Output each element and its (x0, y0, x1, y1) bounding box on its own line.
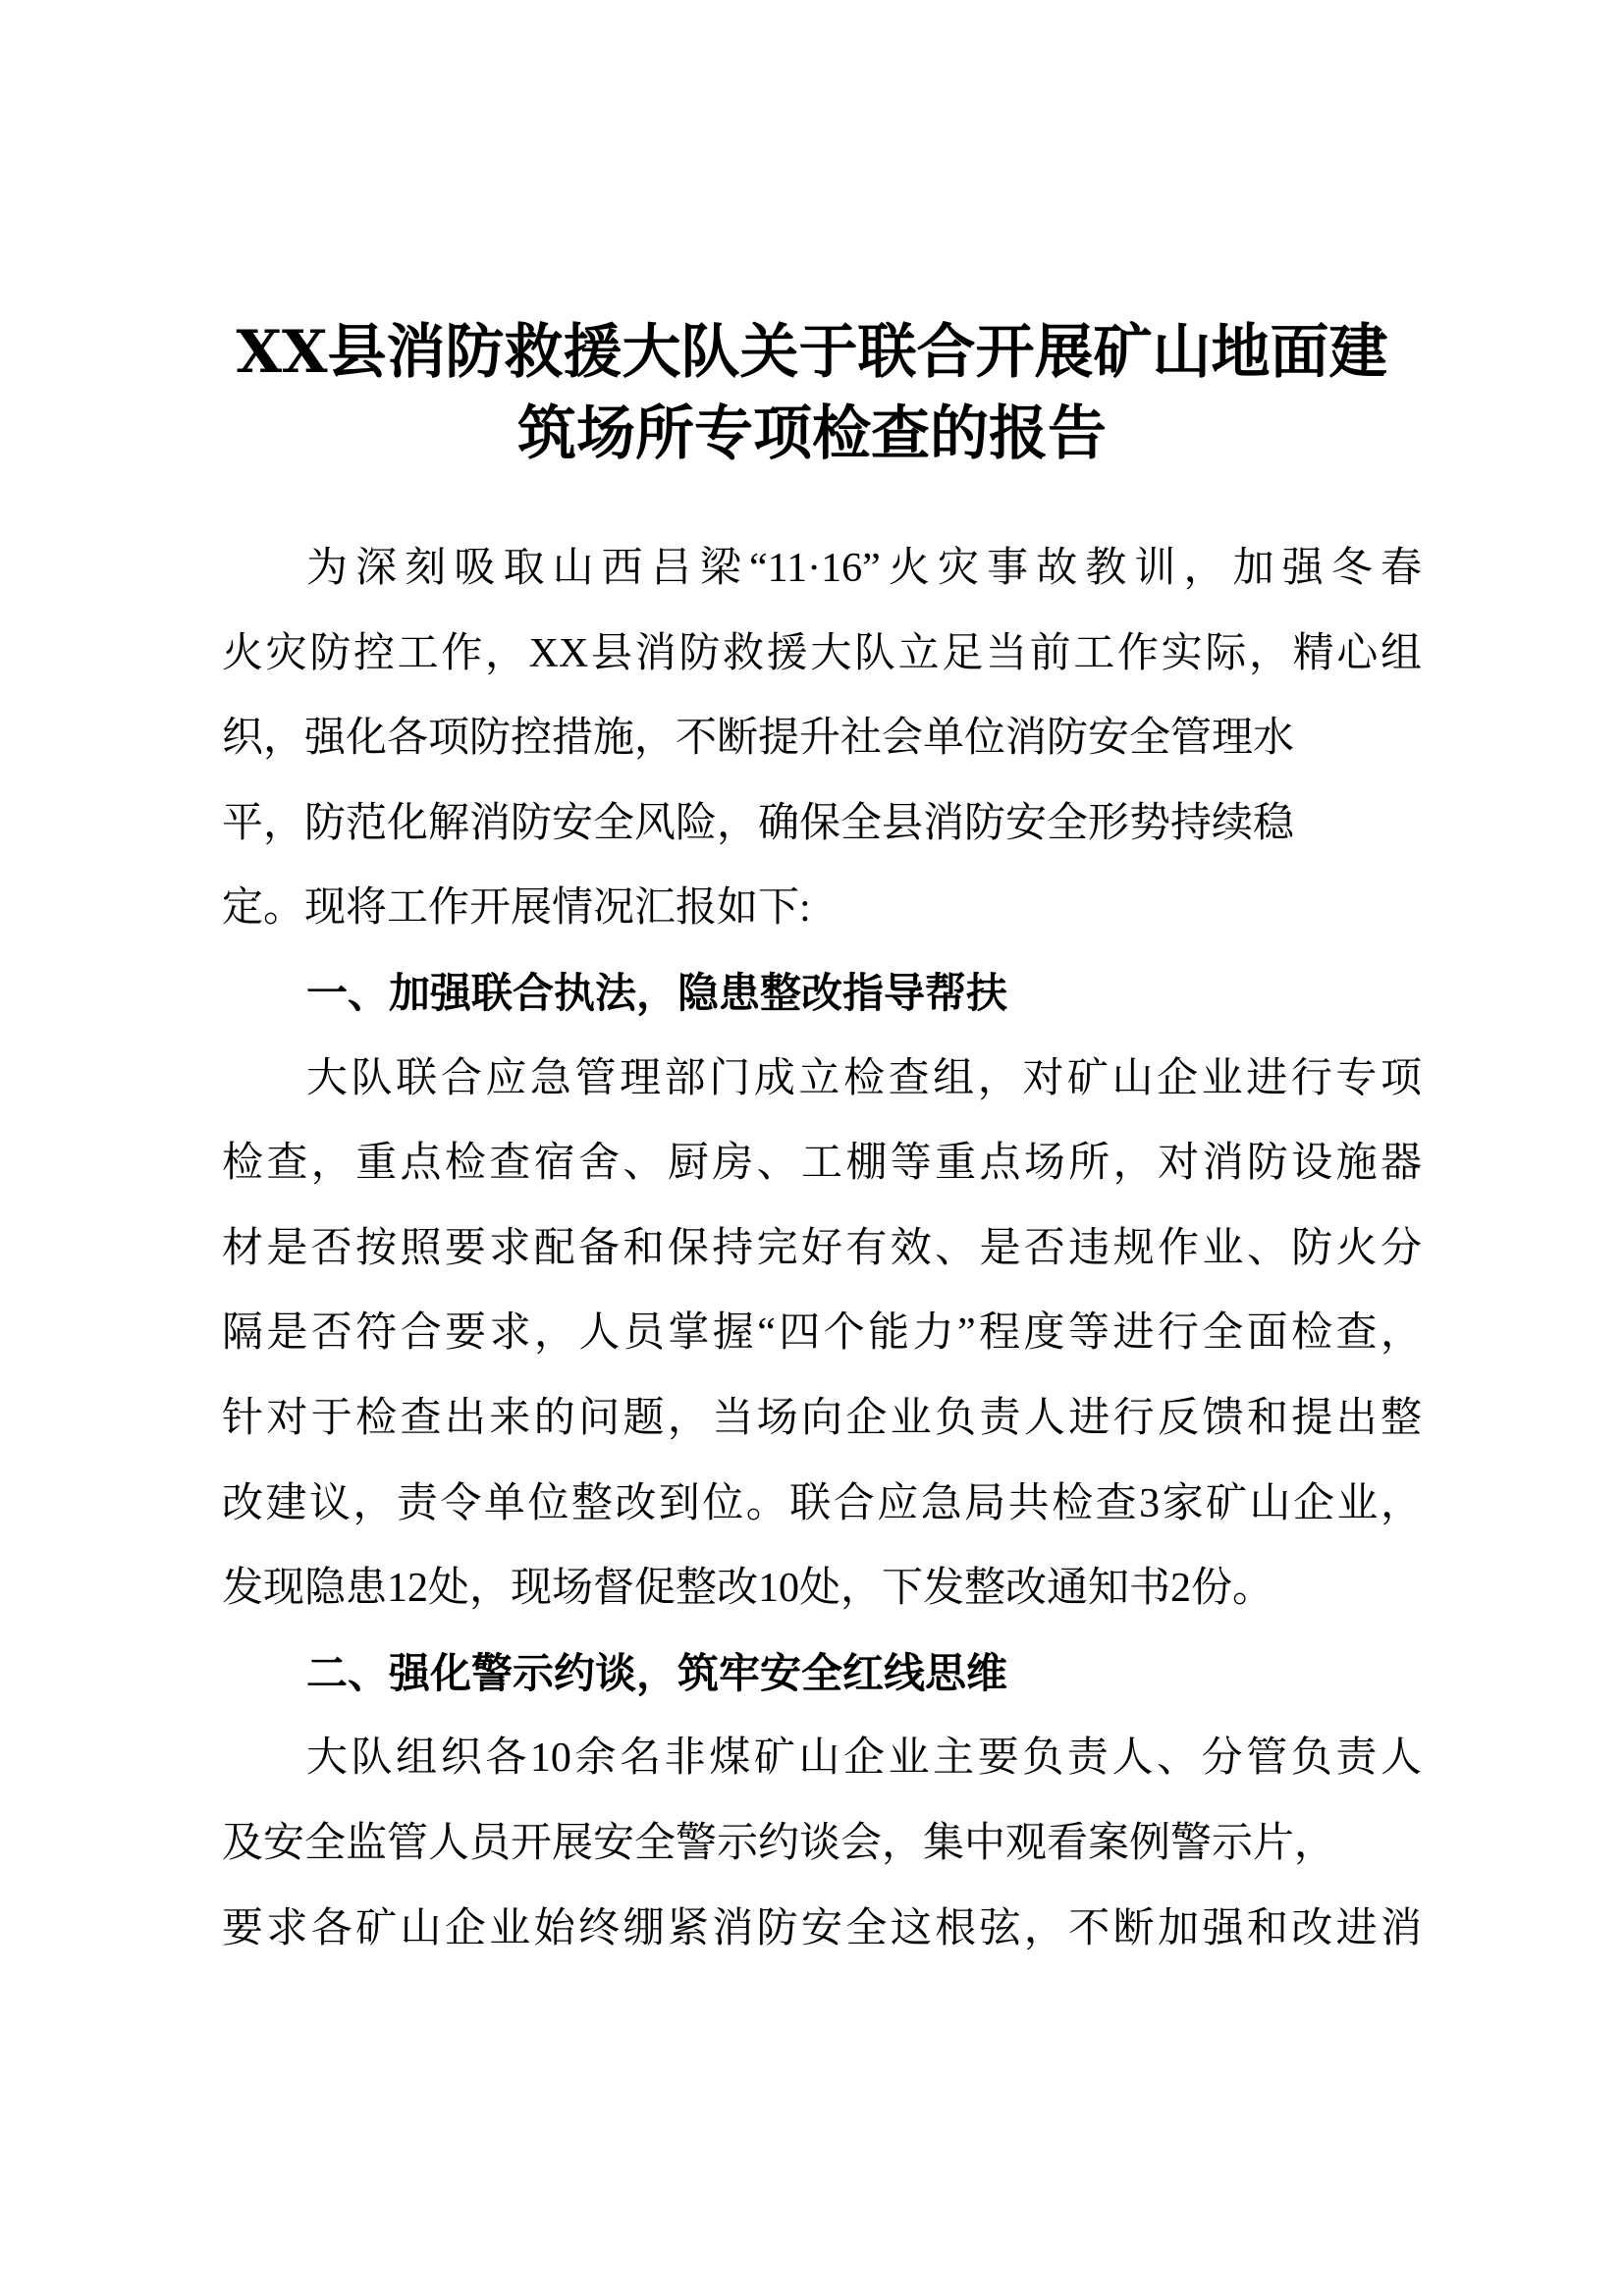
section-heading-1: 一、加强联合执法，隐患整改指导帮扶 (306, 968, 1008, 1017)
section1-line: 发现隐患12处，现场督促整改10处，下发整改通知书2份。 (222, 1566, 1274, 1612)
section1-line: 针对于检查出来的问题，当场向企业负责人进行反馈和提出整 (222, 1395, 1422, 1441)
title-line: 筑场所专项检查的报告 (517, 400, 1107, 468)
intro-line: 定。现将工作开展情况汇报如下: (222, 885, 811, 932)
document-body (222, 526, 1422, 1971)
intro-line: 平，防范化解消防安全风险，确保全县消防安全形势持续稳 (222, 800, 1295, 846)
section2-line: 大队组织各10余名非煤矿山企业主要负责人、分管负责人 (306, 1735, 1422, 1782)
section1-line: 隔是否符合要求，人员掌握“四个能力”程度等进行全面检查， (222, 1310, 1422, 1357)
section1-line: 材是否按照要求配备和保持完好有效、是否违规作业、防火分 (222, 1225, 1422, 1271)
section2-line: 要求各矿山企业始终绷紧消防安全这根弦，不断加强和改进消 (222, 1905, 1422, 1951)
section1-line: 大队联合应急管理部门成立检查组，对矿山企业进行专项 (306, 1055, 1422, 1101)
title-line: XX县消防救援大队关于联合开展矿山地面建 (236, 318, 1388, 387)
section1-line: 检查，重点检查宿舍、厨房、工棚等重点场所，对消防设施器 (222, 1141, 1422, 1187)
document-title (0, 312, 1624, 475)
section1-line: 改建议，责令单位整改到位。联合应急局共检查3家矿山企业， (222, 1480, 1422, 1526)
intro-line: 火灾防控工作，XX县消防救援大队立足当前工作实际，精心组 (222, 630, 1422, 676)
section2-line: 及安全监管人员开展安全警示约谈会，集中观看案例警示片， (222, 1820, 1336, 1866)
intro-line: 为深刻吸取山西吕梁“11·16”火灾事故教训，加强冬春 (306, 546, 1422, 591)
section-heading-2: 二、强化警示约谈，筑牢安全红线思维 (306, 1648, 1008, 1697)
intro-line: 织，强化各项防控措施，不断提升社会单位消防安全管理水 (222, 716, 1295, 762)
